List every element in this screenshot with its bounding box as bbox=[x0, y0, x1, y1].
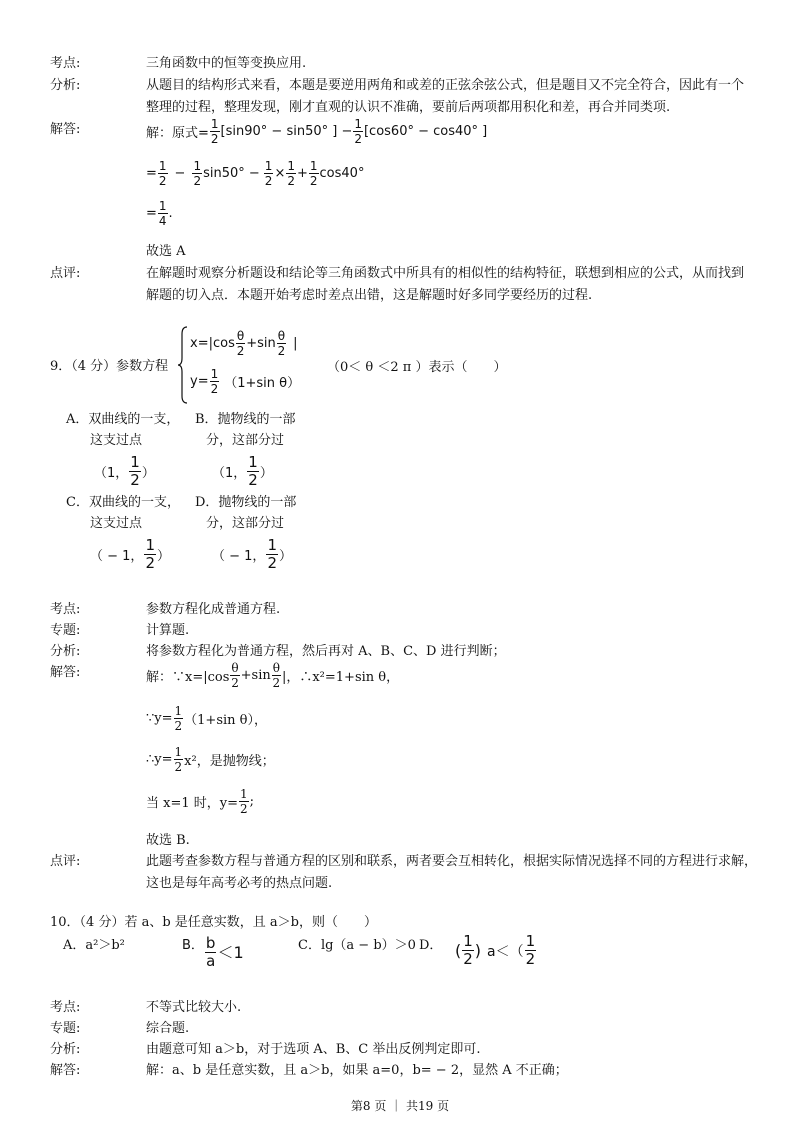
q9-dianping-line2: 这也是每年高考必考的热点问题. bbox=[146, 876, 333, 891]
q9-fenxi: 将参数方程化为普通方程，然后再对 A、B、C、D 进行判断； bbox=[146, 644, 506, 659]
fraction-half: $\frac{1}{2}$ bbox=[264, 159, 273, 188]
label-jieda: 解答: bbox=[50, 122, 81, 137]
q9-sol4-end: ; bbox=[249, 794, 255, 809]
q8-sol1-b: [cos60° − cos40° ] bbox=[363, 124, 488, 139]
fraction-b-over-a: $\frac{b}{a}$ bbox=[205, 934, 216, 970]
q9-range: （0＜ θ ＜2 π ）表示（ ） bbox=[327, 360, 507, 375]
fraction-half: $\frac{1}{2}$ bbox=[248, 453, 258, 489]
q8-solution-line2 bbox=[146, 160, 364, 187]
q8-kaodian: 三角函数中的恒等变换应用. bbox=[146, 56, 307, 71]
q8-choose: 故选 A bbox=[146, 244, 186, 259]
minus-sign: − bbox=[174, 166, 186, 181]
q10-option-d-mid: a＜（ bbox=[487, 943, 524, 960]
fraction-half: $\frac{1}{2}$ bbox=[287, 159, 295, 188]
label-kaodian: 考点: bbox=[50, 602, 81, 617]
label-fenxi: 分析: bbox=[50, 78, 81, 93]
q9-dianping-line1: 此题考查参数方程与普通方程的区别和联系，两者要会互相转化，根据实际情况选择不同的方程进行求解， bbox=[146, 854, 758, 869]
q9-kaodian: 参数方程化成普通方程. bbox=[146, 602, 281, 617]
q9-stem: 9．（4 分）参数方程 bbox=[50, 359, 169, 374]
label-dianping: 点评: bbox=[50, 266, 81, 281]
fraction-half: $\frac{1}{2}$ bbox=[354, 117, 362, 146]
q9-sol3-end: x²，是抛物线； bbox=[184, 754, 275, 769]
q8-sol2-e: cos40° bbox=[319, 166, 365, 181]
page-footer: 第8 页 ｜ 共19 页 bbox=[350, 1099, 450, 1113]
q9-option-a-line1[interactable]: A．双曲线的一支， bbox=[66, 412, 180, 427]
point-close: ） bbox=[259, 466, 273, 481]
q9-solution-line4 bbox=[146, 788, 254, 815]
fraction-half-cut: $\frac{1}{2}$ bbox=[525, 934, 536, 967]
q9-option-c-point bbox=[90, 538, 170, 571]
times-sign: × bbox=[274, 166, 286, 181]
q9-option-c-line2[interactable]: 这支过点 bbox=[90, 516, 143, 531]
fraction-half: $\frac{1}{2}$ bbox=[210, 367, 219, 396]
q9-sol2-end: （1+sin θ）， bbox=[184, 713, 267, 728]
label-kaodian: 考点: bbox=[50, 1000, 81, 1015]
q8-sol2-b: sin50° − bbox=[203, 166, 260, 181]
q10-option-a[interactable]: A．a²＞b² bbox=[63, 938, 125, 953]
fraction-theta-over-2: $\frac{\theta}{2}$ bbox=[231, 661, 239, 690]
q9-param-x bbox=[190, 330, 297, 357]
q9-choose: 故选 B. bbox=[146, 833, 190, 848]
q9-sol3-pre: ∴y= bbox=[146, 752, 173, 767]
q9-solution-line1 bbox=[146, 662, 399, 689]
fraction-theta-over-2: $\frac{\theta}{2}$ bbox=[277, 329, 286, 358]
fraction-half: $\frac{1}{2}$ bbox=[174, 704, 183, 733]
point-close: ） bbox=[278, 549, 292, 564]
q8-solution-line1 bbox=[146, 118, 487, 145]
q10-option-d-label[interactable]: D． bbox=[419, 938, 443, 953]
q8-solution-line3 bbox=[146, 200, 173, 227]
q9-sol2-pre: ∵y= bbox=[146, 711, 173, 726]
label-kaodian: 考点: bbox=[50, 56, 81, 71]
q8-dianping-line1: 在解题时观察分析题设和结论等三角函数式中所具有的相似性的结构特征，联想到相应的公式，从而找到 bbox=[146, 266, 745, 281]
q9-x-mid: +sin bbox=[246, 336, 276, 351]
label-jieda: 解答: bbox=[50, 665, 81, 680]
q9-y-end: （1+sin θ） bbox=[224, 376, 301, 391]
q9-option-b-line2[interactable]: 分，这部分过 bbox=[206, 433, 285, 448]
fraction-theta-over-2: $\frac{\theta}{2}$ bbox=[236, 329, 245, 358]
q9-solution-line3 bbox=[146, 746, 275, 773]
q8-sol1-a: [sin90° − sin50° ] − bbox=[220, 124, 353, 139]
q9-option-a-line2[interactable]: 这支过点 bbox=[90, 433, 143, 448]
fraction-half: $\frac{1}{2}$ bbox=[145, 536, 155, 572]
q9-option-a-point bbox=[94, 455, 155, 488]
q9-y-pre: y= bbox=[190, 374, 209, 389]
q9-option-b-point bbox=[212, 455, 273, 488]
label-fenxi: 分析: bbox=[50, 1042, 81, 1057]
label-dianping: 点评: bbox=[50, 854, 81, 869]
q9-option-c-line1[interactable]: C．双曲线的一支， bbox=[66, 495, 180, 510]
equals-sign: = bbox=[146, 206, 157, 221]
point-open: （1， bbox=[94, 466, 129, 481]
period: . bbox=[168, 206, 173, 221]
q9-option-d-point bbox=[212, 538, 292, 571]
q10-option-d[interactable]: ( $\frac{1}{2}$ ) a＜（ $\frac{1}{2}$ bbox=[455, 934, 536, 967]
q9-solution-line2 bbox=[146, 705, 267, 732]
fraction-half: $\frac{1}{2}$ bbox=[309, 159, 318, 188]
point-open: （ − 1， bbox=[90, 549, 144, 564]
q10-option-b-end: ＜1 bbox=[217, 943, 244, 962]
point-open: （1， bbox=[212, 466, 247, 481]
q10-option-b[interactable] bbox=[182, 934, 244, 969]
q10-fenxi: 由题意可知 a＞b，对于选项 A、B、C 举出反例判定即可. bbox=[146, 1042, 481, 1057]
q9-param-y bbox=[190, 368, 300, 395]
fraction-theta-over-2: $\frac{\theta}{2}$ bbox=[272, 661, 281, 690]
q10-jieda: 解：a、b 是任意实数，且 a＞b，如果 a=0，b= − 2，显然 A 不正确； bbox=[146, 1063, 568, 1078]
label-fenxi: 分析: bbox=[50, 644, 81, 659]
fraction-half: $\frac{1}{2}$ bbox=[240, 787, 248, 816]
q10-option-c[interactable]: C．lg（a − b）＞0 bbox=[298, 938, 416, 953]
q9-x-end: | bbox=[293, 336, 298, 351]
q9-zhuanti: 计算题. bbox=[146, 623, 190, 638]
q9-option-b-line1[interactable]: B．抛物线的一部 bbox=[195, 412, 296, 427]
q8-fenxi-line2: 整理的过程，整理发现，刚才直观的认识不准确，要前后两项都用积化和差，再合并同类项. bbox=[146, 100, 671, 115]
q9-option-d-line1[interactable]: D．抛物线的一部 bbox=[195, 495, 297, 510]
fraction-half: $\frac{1}{2}$ bbox=[463, 934, 473, 967]
label-zhuanti: 专题: bbox=[50, 623, 81, 638]
label-zhuanti: 专题: bbox=[50, 1021, 81, 1036]
q9-option-d-line2[interactable]: 分，这部分过 bbox=[206, 516, 285, 531]
q8-fenxi-line1: 从题目的结构形式来看，本题是要逆用两角和或差的正弦余弦公式，但是题目又不完全符合，因此有一个 bbox=[146, 78, 745, 93]
fraction-half: $\frac{1}{2}$ bbox=[210, 117, 219, 146]
point-open: （ − 1， bbox=[212, 549, 266, 564]
q9-sol4-pre: 当 x=1 时，y= bbox=[146, 796, 238, 811]
q10-kaodian: 不等式比较大小. bbox=[146, 1000, 242, 1015]
q9-sol1-pre: 解：∵x=|cos bbox=[146, 670, 230, 685]
q10-option-b-label: B． bbox=[182, 938, 204, 953]
left-brace-icon bbox=[178, 326, 188, 404]
q8-sol1-pre: 解：原式= bbox=[146, 126, 209, 141]
fraction-half: $\frac{1}{2}$ bbox=[267, 536, 277, 572]
q9-sol1-end: |，∴x²=1+sin θ， bbox=[281, 670, 400, 685]
fraction-half: $\frac{1}{2}$ bbox=[193, 159, 202, 188]
label-jieda: 解答: bbox=[50, 1063, 81, 1078]
fraction-half: $\frac{1}{2}$ bbox=[158, 159, 167, 188]
q9-sol1-mid: +sin bbox=[240, 668, 271, 683]
fraction-quarter: $\frac{1}{4}$ bbox=[158, 199, 167, 228]
point-close: ） bbox=[141, 466, 155, 481]
q8-dianping-line2: 解题的切入点．本题开始考虑时差点出错，这是解题时好多同学要经历的过程. bbox=[146, 288, 593, 303]
q10-zhuanti: 综合题. bbox=[146, 1021, 190, 1036]
plus-sign: + bbox=[296, 166, 308, 181]
fraction-half: $\frac{1}{2}$ bbox=[174, 745, 183, 774]
fraction-half: $\frac{1}{2}$ bbox=[130, 453, 140, 489]
q10-stem: 10．（4 分）若 a、b 是任意实数，且 a＞b，则（ ） bbox=[50, 915, 377, 930]
equals-sign: = bbox=[146, 166, 157, 181]
point-close: ） bbox=[156, 549, 170, 564]
q9-x-pre: x=|cos bbox=[190, 336, 235, 351]
